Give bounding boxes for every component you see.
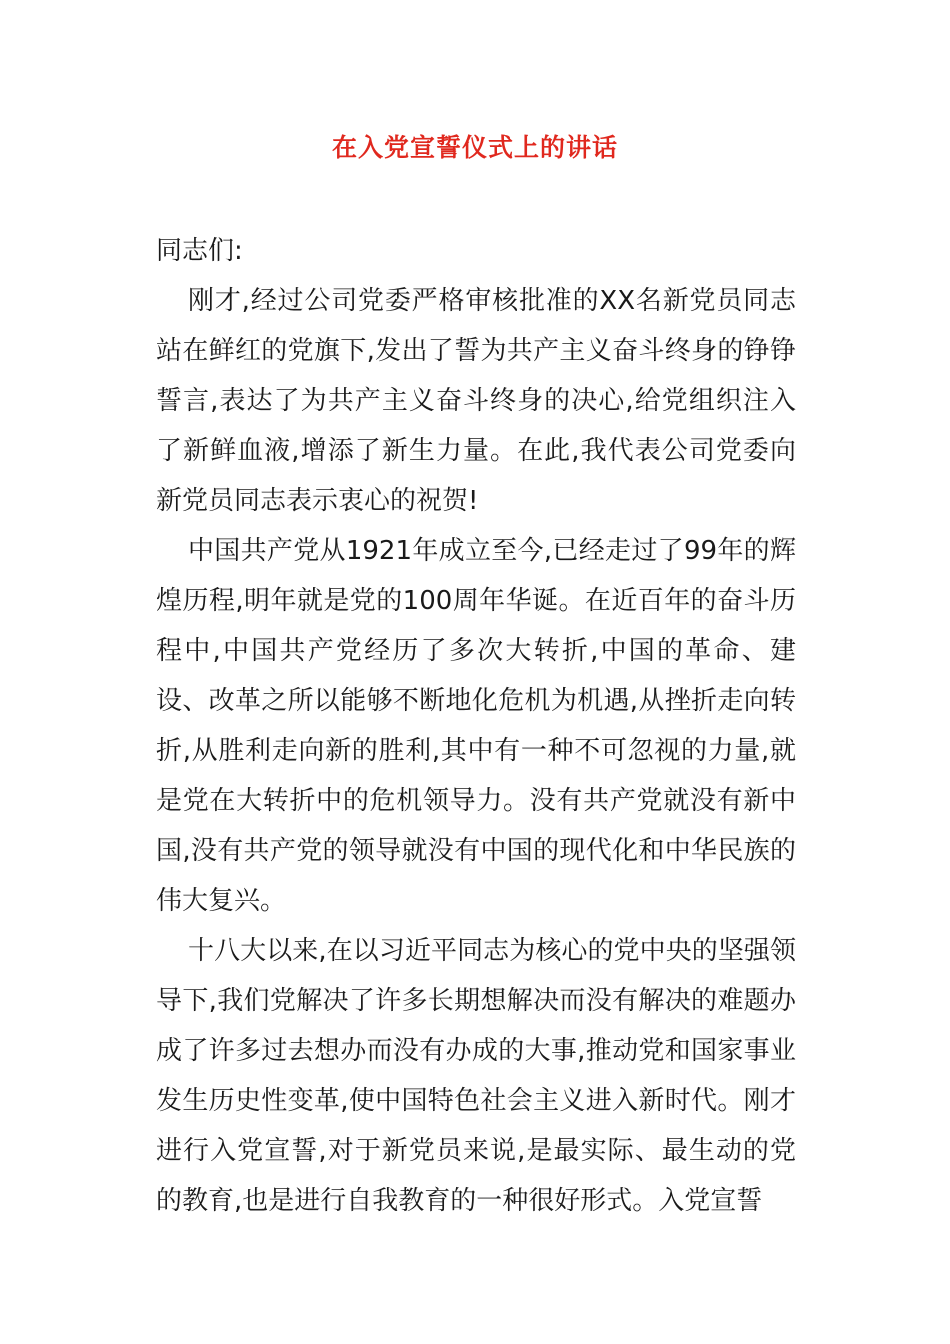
paragraph-1: 刚才,经过公司党委严格审核批准的XX名新党员同志站在鲜红的党旗下,发出了誓为共产主义奋斗终身的铮铮誓言,表达了为共产主义奋斗终身的决心,给党组织注入了新鲜血液,增添了新生力量。在此,我代表公司党委向新党员同志表示衷心的祝贺! <box>156 286 796 516</box>
document-body <box>156 226 796 1226</box>
paragraph-3: 十八大以来,在以习近平同志为核心的党中央的坚强领导下,我们党解决了许多长期想解决而没有解决的难题办成了许多过去想办而没有办成的大事,推动党和国家事业发生历史性变革,使中国特色社会主义进入新时代。刚才进行入党宣誓,对于新党员来说,是最实际、最生动的党的教育,也是进行自我教育的一种很好形式。入党宣誓 <box>156 936 796 1216</box>
salutation: 同志们: <box>156 236 243 266</box>
document-title: 在入党宣誓仪式上的讲话 <box>331 133 618 162</box>
paragraph-2: 中国共产党从1921年成立至今,已经走过了99年的辉煌历程,明年就是党的100周年华诞。在近百年的奋斗历程中,中国共产党经历了多次大转折,中国的革命、建设、改革之所以能够不断地化危机为机遇,从挫折走向转折,从胜利走向新的胜利,其中有一种不可忽视的力量,就是党在大转折中的危机领导力。没有共产党就没有新中国,没有共产党的领导就没有中国的现代化和中华民族的伟大复兴。 <box>156 536 796 916</box>
